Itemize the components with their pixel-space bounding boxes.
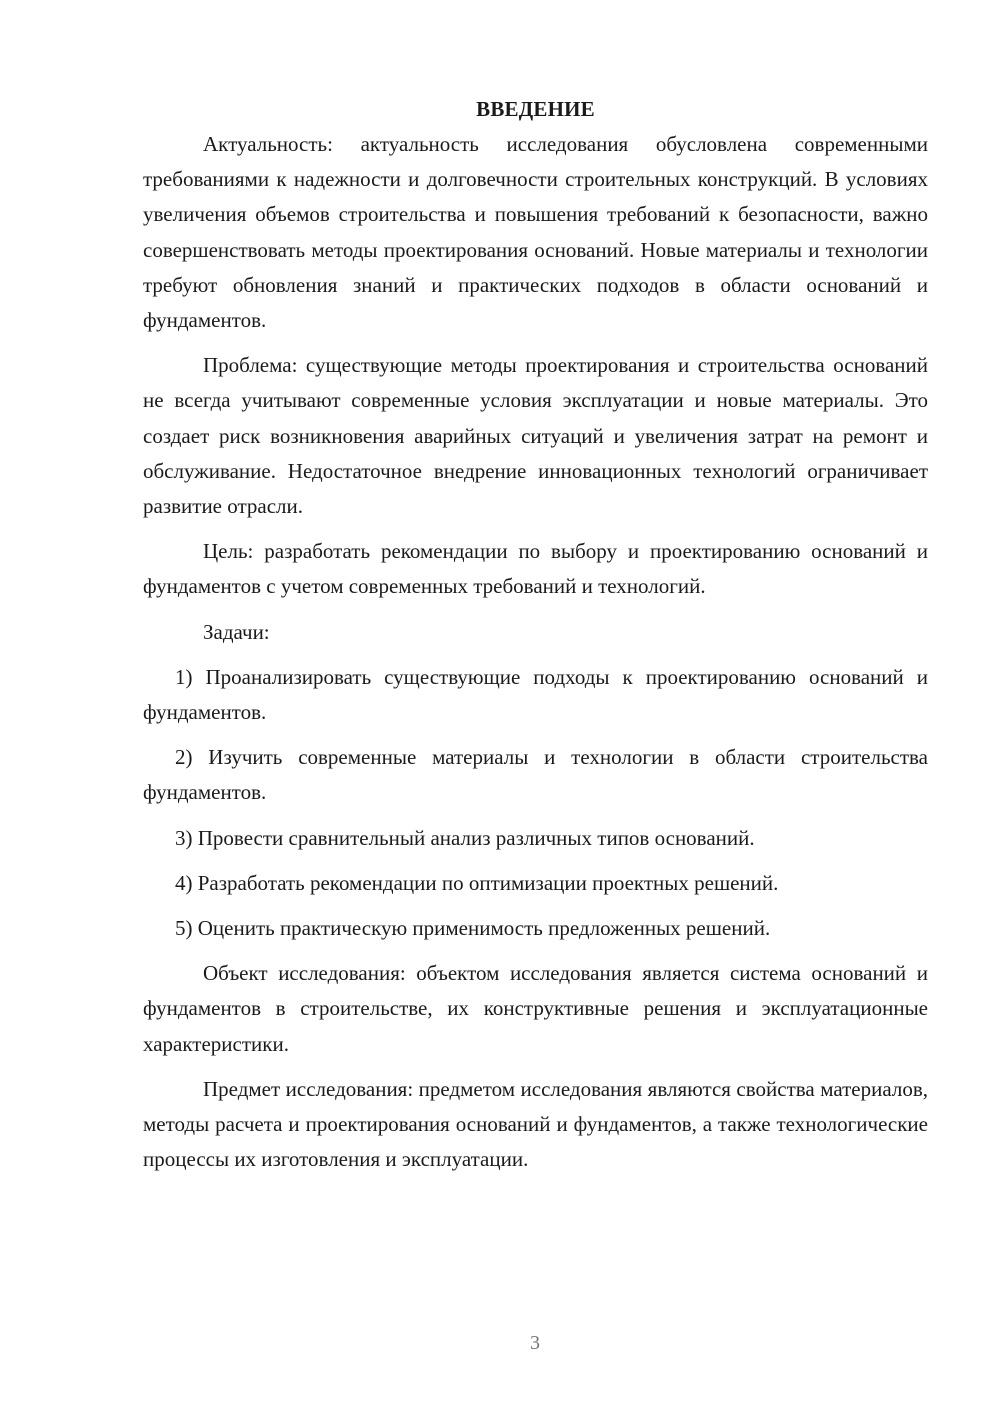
page-number: 3	[530, 1332, 540, 1354]
subject-paragraph: Предмет исследования: предметом исследования являются свойства материалов, методы расчета и проектирования оснований и фундаментов, а также технологические процессы их изготовления и эксплуатации.	[143, 1076, 928, 1172]
goal-paragraph: Цель: разработать рекомендации по выбору и проектированию оснований и фундаментов с учетом современных требований и технологий.	[143, 539, 928, 599]
page-content	[143, 92, 928, 1187]
relevance-paragraph: Актуальность: актуальность исследования обусловлена современными требованиями к надежности и долговечности строительных конструкций. В условиях увеличения объемов строительства и повышения требований к безопасности, важно совершенствовать методы проектирования оснований. Новые материалы и технологии требуют обновления знаний и практических подходов в области оснований и фундаментов.	[143, 132, 928, 333]
object-paragraph: Объект исследования: объектом исследования является система оснований и фундаментов в строительстве, их конструктивные решения и эксплуатационные характеристики.	[143, 961, 928, 1056]
task-item-3: 3) Провести сравнительный анализ различных типов оснований.	[175, 825, 755, 850]
tasks-label: Задачи:	[203, 619, 270, 644]
page-title: ВВЕДЕНИЕ	[476, 97, 595, 121]
task-item-1: 1) Проанализировать существующие подходы к проектированию оснований и фундаментов.	[143, 664, 928, 725]
task-item-4: 4) Разработать рекомендации по оптимизации проектных решений.	[175, 870, 779, 895]
task-item-5: 5) Оценить практическую применимость предложенных решений.	[175, 916, 771, 941]
problem-paragraph: Проблема: существующие методы проектирования и строительства оснований не всегда учитывают современные условия эксплуатации и новые материалы. Это создает риск возникновения аварийных ситуаций и увеличения затрат на ремонт и обслуживание. Недостаточное внедрение инновационных технологий ограничивает развитие отрасли.	[143, 353, 928, 519]
task-item-2: 2) Изучить современные материалы и технологии в области строительства фундаментов.	[143, 745, 928, 805]
